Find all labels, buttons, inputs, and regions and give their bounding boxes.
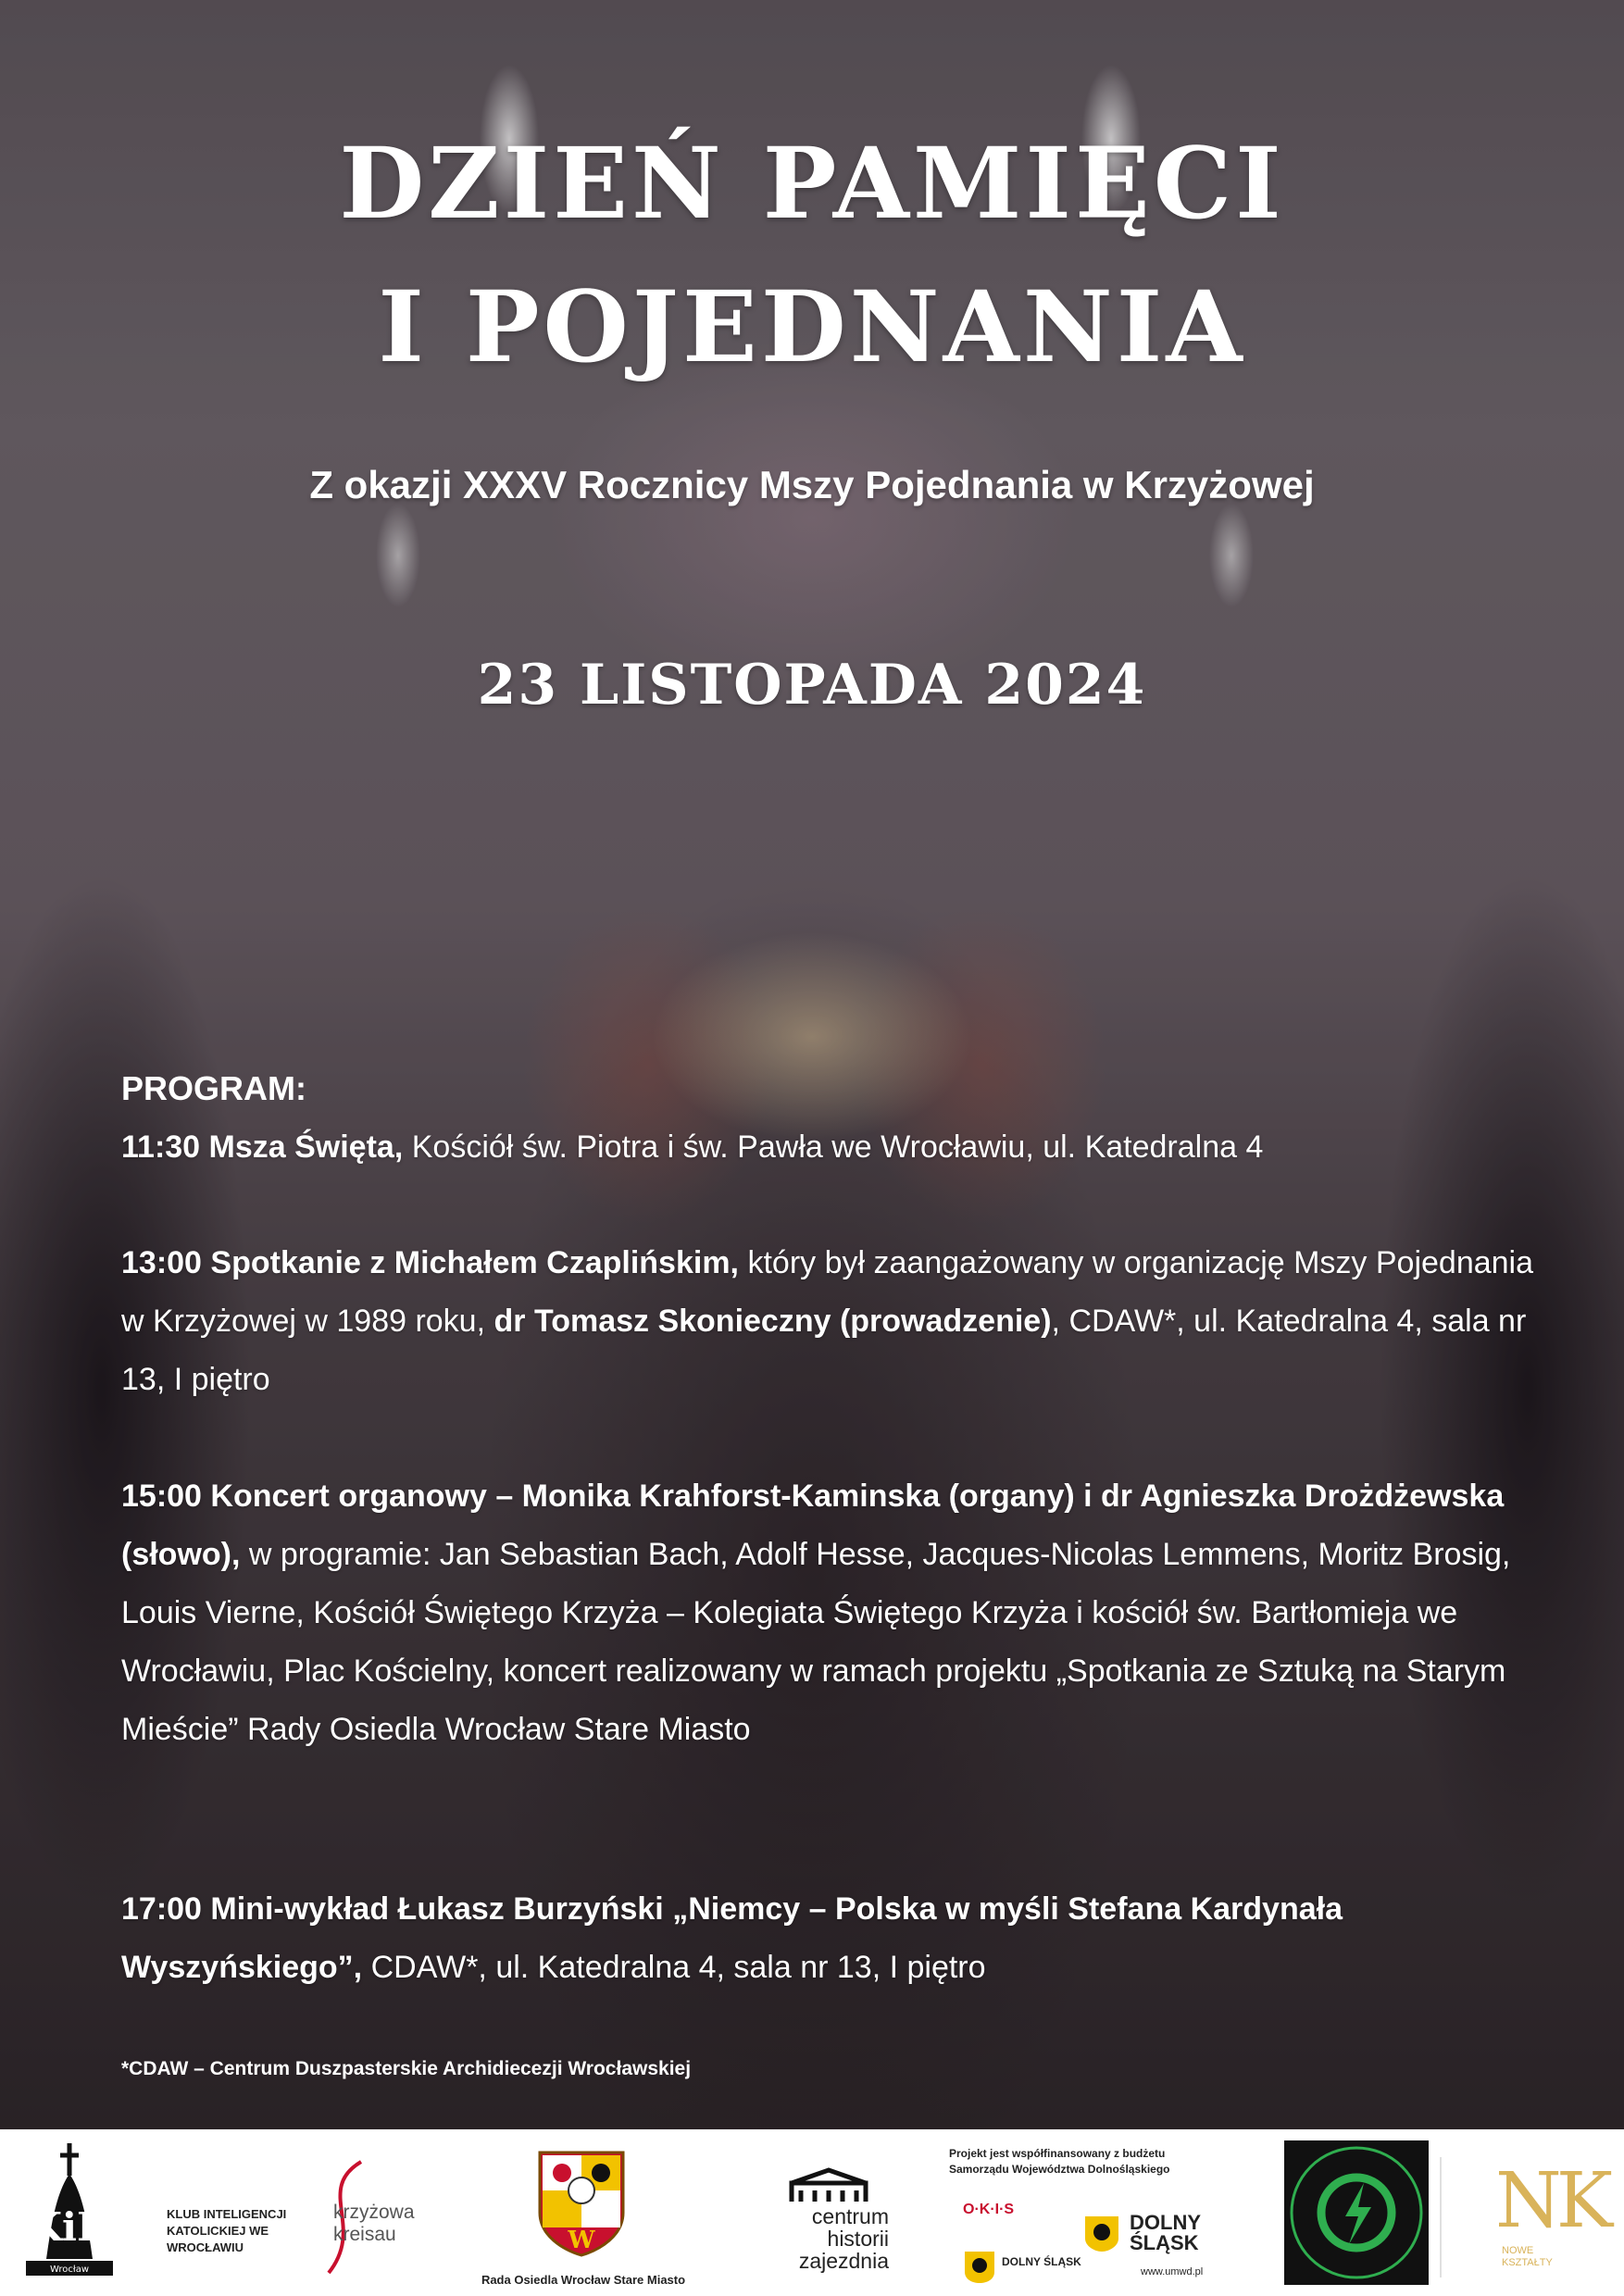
program-item-bold-text: 17:00 Mini-wykład Łukasz Burzyński „Niemcy – Polska w myśli Stefana Kardynała Wyszyńskiego”, (121, 1891, 1343, 1985)
title-line-2: I POJEDNANIA (378, 268, 1246, 384)
kik-logo (14, 2129, 310, 2296)
krzyzowa-logo (306, 2129, 472, 2296)
logo-divider (1440, 2157, 1442, 2277)
program-item-bold-text: dr Tomasz Skonieczny (prowadzenie) (493, 1304, 1052, 1339)
umwd-funding-block (935, 2129, 1250, 2296)
krzyzowa-line-1: krzyżowa (333, 2202, 415, 2223)
zajezdnia-line-3: zajezdnia (798, 2249, 889, 2273)
kik-monogram: KiK (28, 2204, 111, 2250)
kik-city: Wrocław (49, 2265, 90, 2275)
zajezdnia-logo (741, 2129, 898, 2296)
program-item-bold-text: 11:30 Msza Święta, (121, 1129, 404, 1165)
title-line-1: DZIEŃ PAMIĘCI (339, 125, 1285, 241)
subtitle: Z okazji XXXV Rocznicy Mszy Pojednania w Krzyżowej (309, 463, 1315, 506)
okis-logo: O·K·I·S (963, 2202, 1015, 2217)
program-item-bold-text: 13:00 Spotkanie z Michałem Czaplińskim, (121, 1245, 740, 1280)
zajezdnia-line-2: historii (827, 2227, 889, 2251)
program-item (121, 1880, 1538, 1997)
ds-small-label: DOLNY ŚLĄSK (1002, 2255, 1081, 2268)
umwd-url: www.umwd.pl (1141, 2266, 1204, 2277)
rada-osiedla-logo (454, 2129, 713, 2296)
nk-line-1: NOWE (1502, 2245, 1534, 2256)
zajezdnia-line-1: centrum (811, 2204, 889, 2228)
kik-emblem-icon (19, 2139, 120, 2287)
program-item (121, 1467, 1538, 1759)
nk-line-2: KSZTAŁTY (1502, 2257, 1553, 2268)
dolny-slask-shield-icon (1081, 2213, 1122, 2253)
program-item-text: CDAW*, ul. Katedralna 4, sala nr 13, I piętro (362, 1950, 986, 1985)
funding-line-2: Samorządu Województwa Dolnośląskiego (949, 2163, 1170, 2176)
lightning-badge-icon (1284, 2140, 1429, 2285)
krzyzowa-line-2: kreisau (333, 2224, 396, 2245)
program-item (121, 1118, 1538, 1177)
funding-line-1: Projekt jest współfinansowany z budżetu (949, 2147, 1166, 2160)
program-item-text: w programie: Jan Sebastian Bach, Adolf Hesse, Jacques-Nicolas Lemmens, Moritz Brosig, Louis Vierne, Kościół Świętego Krzyża – Kolegiata Świętego Krzyża i kościół św. Bartłomieja we Wrocławiu, Plac Kościelny, koncert realizowany w ramach projektu „Spotkania ze Sztuką na Starym Mieście” Rady Osiedla Wrocław Stare Miasto (121, 1537, 1511, 1747)
zajezdnia-depot-icon (787, 2166, 870, 2203)
nk-letters: NK (1495, 2157, 1608, 2245)
program-item (121, 1234, 1538, 1409)
rada-caption: Rada Osiedla Wrocław Stare Miasto (481, 2273, 686, 2287)
ds-big-line-2: ŚLĄSK (1130, 2231, 1199, 2254)
program-item-text: , CDAW*, ul. Katedralna 4, sala nr 13, I piętro (121, 1304, 1527, 1397)
nowe-ksztalty-logo (1472, 2129, 1624, 2296)
wroclaw-coat-of-arms-icon (535, 2148, 628, 2259)
footnote: *CDAW – Centrum Duszpasterskie Archidiecezji Wrocławskiej (121, 2058, 692, 2079)
program-item-bold-text: 15:00 Koncert organowy – Monika Krahforst-Kaminska (organy) i dr Agnieszka Drożdżewska (słowo), (121, 1479, 1505, 1572)
event-date: 23 LISTOPADA 2024 (477, 653, 1147, 718)
green-badge-logo (1278, 2129, 1435, 2296)
program-item-text: Kościół św. Piotra i św. Pawła we Wrocławiu, ul. Katedralna 4 (403, 1129, 1264, 1165)
ds-big-line-1: DOLNY (1130, 2211, 1201, 2234)
program-item-text: który był zaangażowany w organizację Mszy Pojednania w Krzyżowej w 1989 roku, (121, 1245, 1534, 1339)
dolny-slask-eagle-icon (961, 2248, 998, 2285)
sponsor-logo-strip (0, 2129, 1624, 2296)
kik-name-line-2: KATOLICKIEJ WE WROCŁAWIU (167, 2224, 269, 2254)
coat-letter: W (568, 2227, 595, 2254)
kik-name-line-1: KLUB INTELIGENCJI (167, 2207, 287, 2221)
program-heading: PROGRAM: (121, 1069, 306, 1107)
